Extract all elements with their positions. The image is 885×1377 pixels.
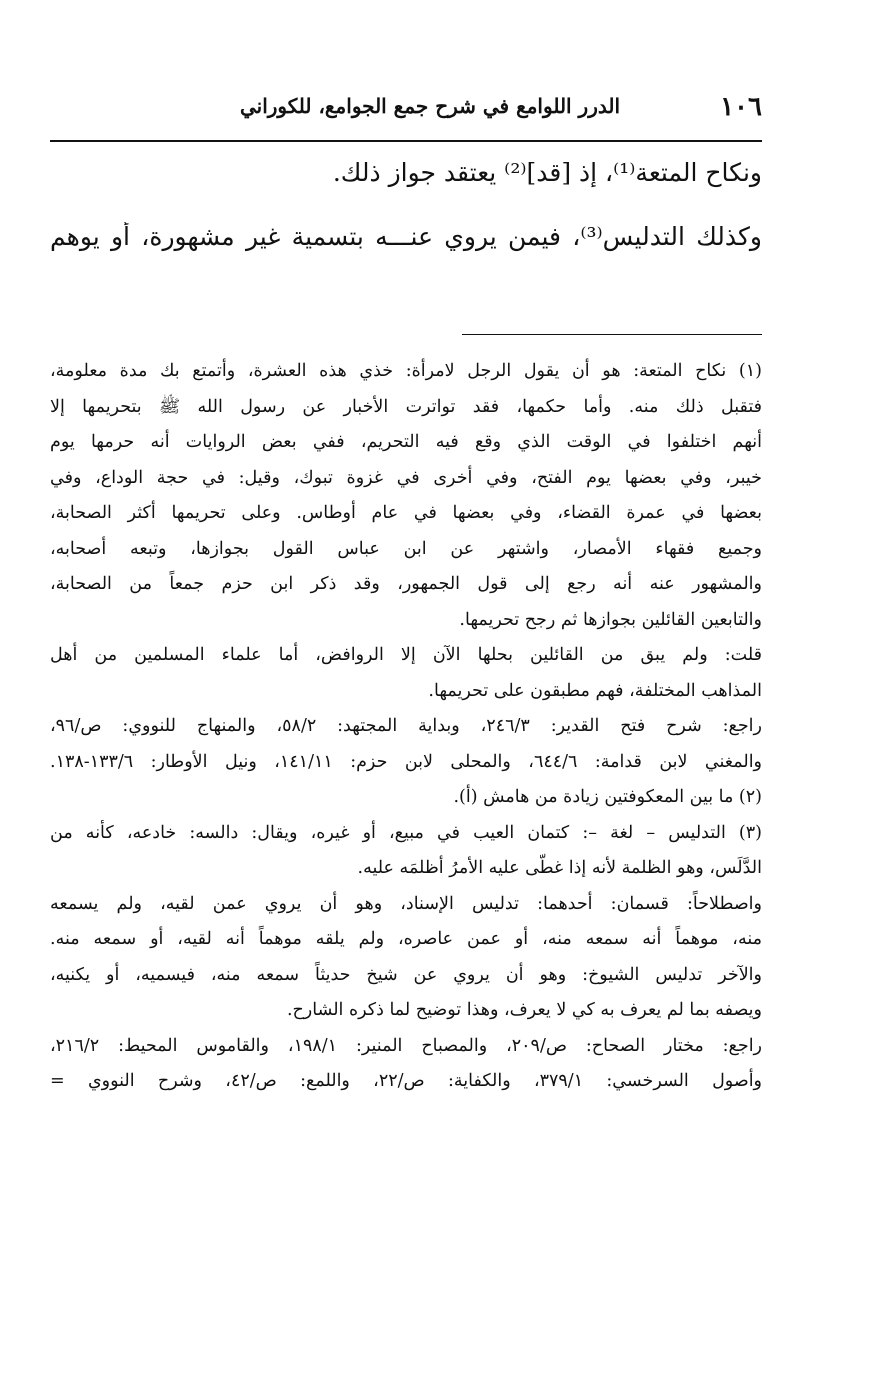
footnote-2 <box>50 780 762 816</box>
footnote-line: والآخر تدليس الشيوخ: وهو أن يروي عن شيخ حديثاً سمعه منه، فيسميه، أو يكنيه، <box>50 964 762 985</box>
main-text-line: ونكاح المتعة⁽¹⁾، إذ [قد]⁽²⁾ يعتقد جواز ذلك. <box>332 158 762 187</box>
footnote-line: قلت: ولم يبق من القائلين بحلها الآن إلا الروافض، أما علماء المسلمين من أهل <box>50 645 762 665</box>
footnote-line: ويصفه بما لم يعرف به كي لا يعرف، وهذا توضيح لما ذكره الشارح. <box>286 1000 762 1020</box>
footnote-separator <box>462 334 762 335</box>
footnote-line: والمشهور عنه أنه رجع إلى قول الجمهور، وقد ذكر ابن حزم جمعاً من الصحابة، <box>50 574 762 594</box>
footnote-line: راجع: شرح فتح القدير: ٢٤٦/٣، وبداية المجتهد: ٥٨/٢، والمنهاج للنووي: ص/٩٦، <box>50 716 762 736</box>
footnote-line: المذاهب المختلفة، فهم مطبقون على تحريمها. <box>428 680 762 701</box>
main-text-line: وكذلك التدليس⁽³⁾، فيمن يروي عنـــه بتسمية غير مشهورة، أو يوهم <box>50 222 762 251</box>
page-number: ١٠٦ <box>720 92 762 122</box>
footnote-line: أنهم اختلفوا في الوقت الذي وقع فيه التحريم، ففي بعض الروايات أنه حرمها يوم <box>50 432 762 452</box>
footnotes <box>50 354 762 1100</box>
footnote-line: وأصول السرخسي: ٣٧٩/١، والكفاية: ص/٢٢، واللمع: ص/٤٢، وشرح النووي = <box>50 1071 762 1091</box>
footnote-line: بعضها في عمرة القضاء، وفي بعضها في عام أوطاس. وعلى تحريمها أكثر الصحابة، <box>50 503 762 523</box>
footnote-line: راجع: مختار الصحاح: ص/٢٠٩، والمصباح المنير: ١٩٨/١، والقاموس المحيط: ٢١٦/٢، <box>50 1035 762 1056</box>
footnote-line: خيبر، وفي بعضها يوم الفتح، وفي أخرى في غزوة تبوك، وقيل: في حجة الوداع، وفي <box>50 467 762 488</box>
main-text <box>50 158 762 286</box>
footnote-line: (٣) التدليس – لغة –: كتمان العيب في مبيع، أو غيره، ويقال: دالسه: خادعه، كأنه من <box>50 822 762 843</box>
footnote-3 <box>50 816 762 1100</box>
footnote-line: (١) نكاح المتعة: هو أن يقول الرجل لامرأة: خذي هذه العشرة، وأتمتع بك مدة معلومة، <box>50 361 762 381</box>
page-header <box>50 92 762 138</box>
footnote-line: وجميع فقهاء الأمصار، واشتهر عن ابن عباس القول بجوازها، وتبعه أصحابه، <box>50 538 762 559</box>
header-divider <box>50 140 762 142</box>
footnote-line: والمغني لابن قدامة: ٦٤٤/٦، والمحلى لابن حزم: ١٤١/١١، ونيل الأوطار: ١٣٣/٦-١٣٨. <box>50 751 762 772</box>
footnote-line: منه، موهماً أنه سمعه منه، أو عمن عاصره، ولم يلقه موهماً أنه لقيه، أو سمعه منه. <box>50 929 762 949</box>
footnote-line: واصطلاحاً: قسمان: أحدهما: تدليس الإسناد، وهو أن يروي عمن لقيه، ولم يسمعه <box>50 893 762 914</box>
footnote-1 <box>50 354 762 780</box>
footnote-line: فتقبل ذلك منه. وأما حكمها، فقد تواترت الأخبار عن رسول الله ﷺ بتحريمها إلا <box>50 396 762 417</box>
footnote-line: والتابعين القائلين بجوازها ثم رجح تحريمها. <box>459 609 762 630</box>
running-title: الدرر اللوامع في شرح جمع الجوامع، للكوراني <box>239 94 621 118</box>
footnote-line: الدَّلَس، وهو الظلمة لأنه إذا غطّى عليه الأمرُ أظلمَه عليه. <box>357 858 762 878</box>
footnote-line: (٢) ما بين المعكوفتين زيادة من هامش (أ). <box>453 787 762 807</box>
